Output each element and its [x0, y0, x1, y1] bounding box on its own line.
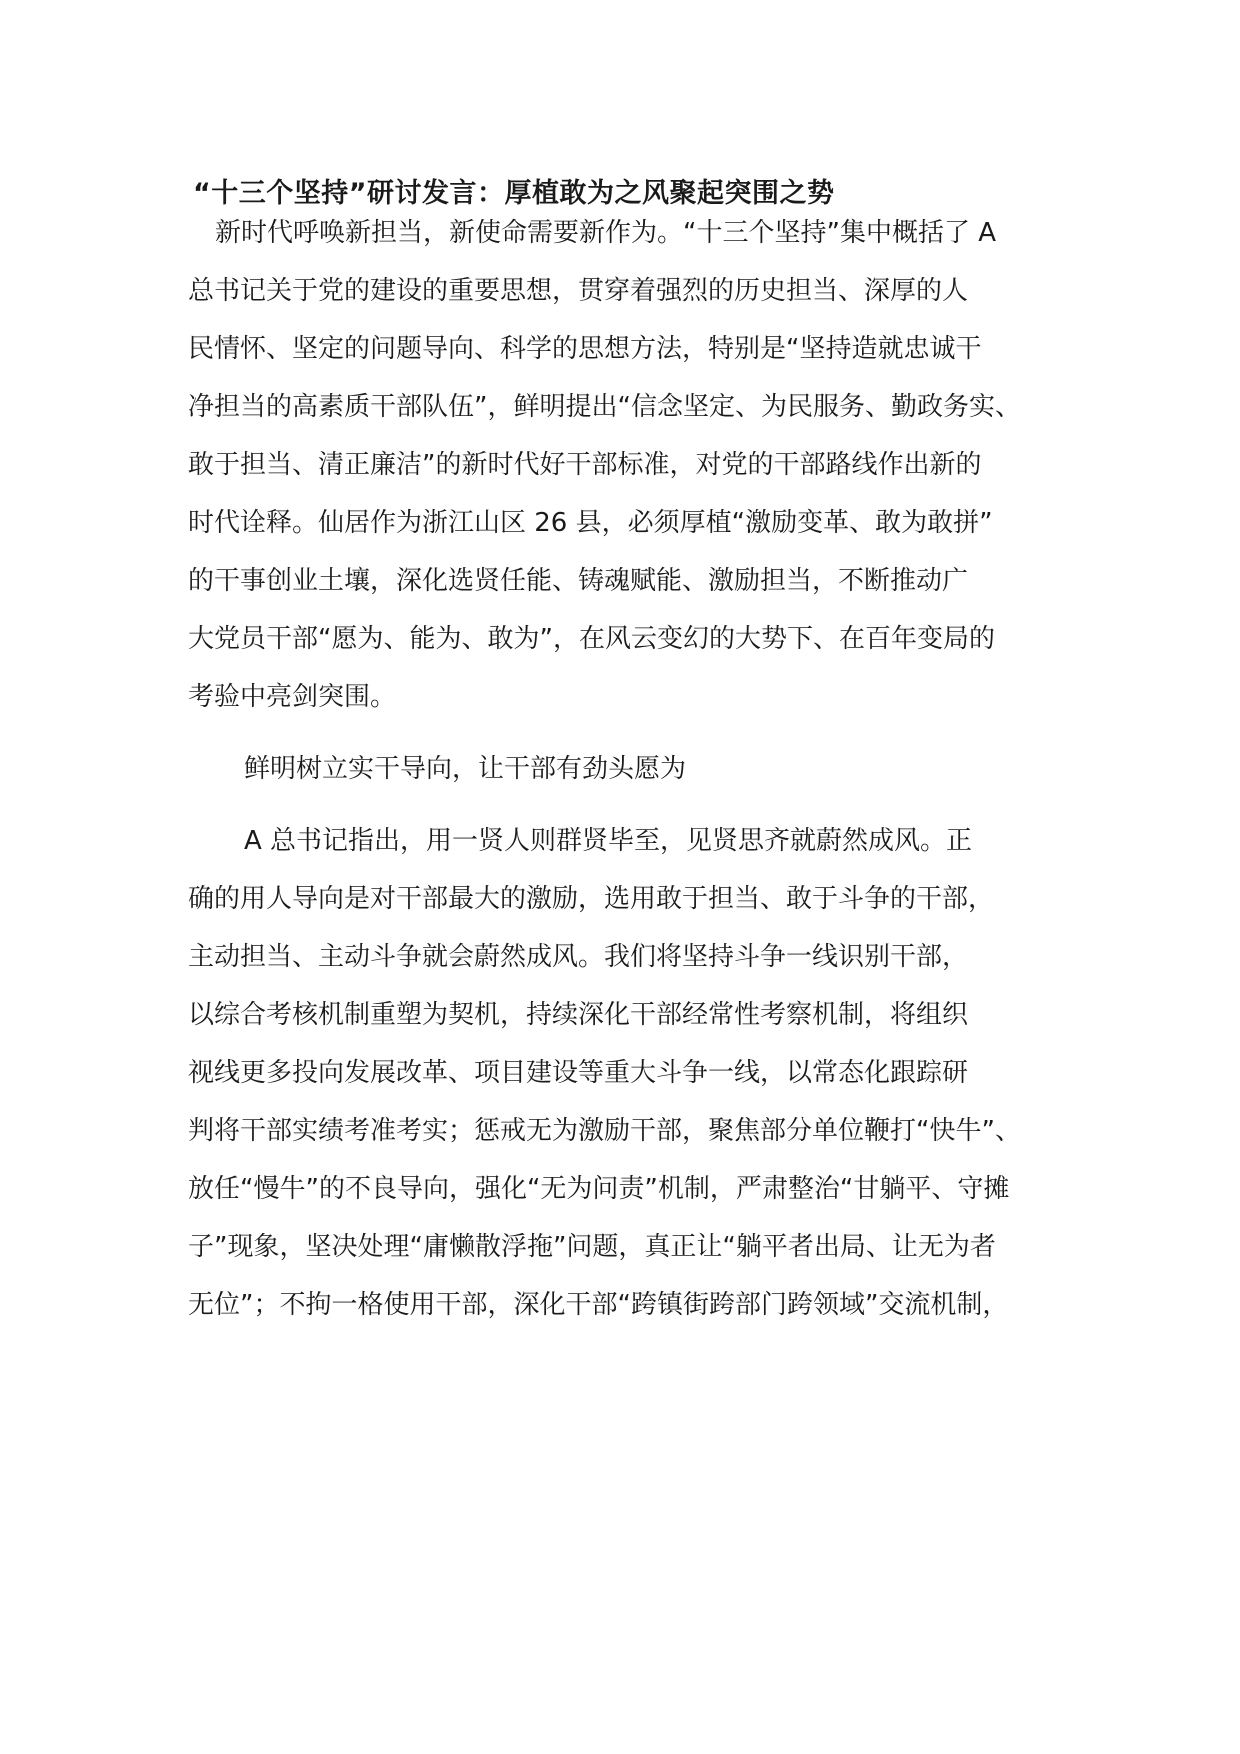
paragraph-3-line-4: 以综合考核机制重塑为契机，持续深化干部经常性考察机制，将组织: [188, 1000, 969, 1030]
paragraph-1-line-5: 敢于担当、清正廉洁”的新时代好干部标准，对党的干部路线作出新的: [188, 450, 982, 480]
paragraph-3-line-7: 放任“慢牛”的不良导向，强化“无为问责”机制，严肃整治“甘躺平、守摊: [188, 1174, 1010, 1204]
paragraph-3-line-8: 子”现象，坚决处理“庸懒散浮拖”问题，真正让“躺平者出局、让无为者: [188, 1232, 996, 1262]
paragraph-3-line-1: A 总书记指出，用一贤人则群贤毕至，见贤思齐就蔚然成风。正: [244, 826, 973, 856]
document-title: “十三个坚持”研讨发言：厚植敢为之风聚起突围之势: [193, 178, 835, 209]
paragraph-1-line-8: 大党员干部“愿为、能为、敢为”，在风云变幻的大势下、在百年变局的: [188, 624, 995, 654]
paragraph-1-line-7: 的干事创业土壤，深化选贤任能、铸魂赋能、激励担当，不断推动广: [188, 566, 969, 596]
paragraph-1-line-6: 时代诠释。仙居作为浙江山区 26 县，必须厚植“激励变革、敢为敢拼”: [188, 508, 993, 538]
paragraph-3-line-2: 确的用人导向是对干部最大的激励，选用敢于担当、敢于斗争的干部，: [188, 884, 995, 914]
paragraph-3-line-3: 主动担当、主动斗争就会蔚然成风。我们将坚持斗争一线识别干部，: [188, 942, 969, 972]
paragraph-3-line-5: 视线更多投向发展改革、项目建设等重大斗争一线，以常态化跟踪研: [188, 1058, 969, 1088]
paragraph-1-line-1: 新时代呼唤新担当，新使命需要新作为。“十三个坚持”集中概括了 A: [215, 218, 996, 248]
paragraph-3-line-6: 判将干部实绩考准考实；惩戒无为激励干部，聚焦部分单位鞭打“快牛”、: [188, 1116, 1021, 1146]
paragraph-1-line-3: 民情怀、坚定的问题导向、科学的思想方法，特别是“坚持造就忠诚干: [188, 334, 982, 364]
paragraph-1-line-2: 总书记关于党的建设的重要思想，贯穿着强烈的历史担当、深厚的人: [188, 276, 969, 306]
paragraph-1-line-9: 考验中亮剑突围。: [188, 682, 397, 712]
section-heading: 鲜明树立实干导向，让干部有劲头愿为: [244, 754, 687, 784]
paragraph-3-line-9: 无位”；不拘一格使用干部，深化干部“跨镇街跨部门跨领域”交流机制，: [188, 1290, 1009, 1320]
paragraph-1-line-4: 净担当的高素质干部队伍”，鲜明提出“信念坚定、为民服务、勤政务实、: [188, 392, 1021, 422]
